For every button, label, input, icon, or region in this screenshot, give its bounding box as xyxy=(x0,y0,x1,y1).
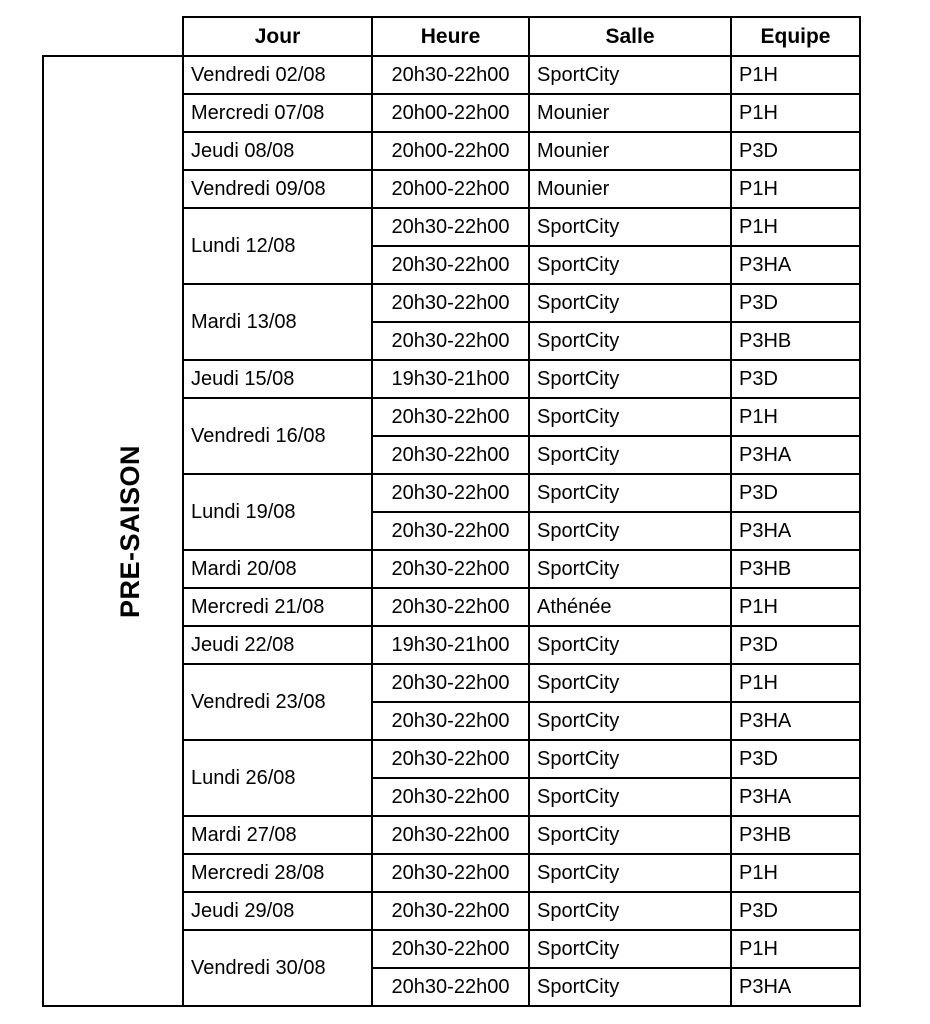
team-cell: P1H xyxy=(731,588,860,626)
venue-cell: SportCity xyxy=(529,360,731,398)
venue-cell: SportCity xyxy=(529,854,731,892)
venue-cell: Mounier xyxy=(529,132,731,170)
time-cell: 20h30-22h00 xyxy=(372,512,529,550)
team-cell: P3HA xyxy=(731,778,860,816)
day-cell: Vendredi 09/08 xyxy=(183,170,372,208)
day-cell: Jeudi 22/08 xyxy=(183,626,372,664)
team-cell: P3D xyxy=(731,360,860,398)
header-jour: Jour xyxy=(183,17,372,56)
time-cell: 20h30-22h00 xyxy=(372,702,529,740)
team-cell: P1H xyxy=(731,94,860,132)
day-cell: Mercredi 21/08 xyxy=(183,588,372,626)
time-cell: 20h30-22h00 xyxy=(372,740,529,778)
venue-cell: SportCity xyxy=(529,436,731,474)
day-cell: Mardi 27/08 xyxy=(183,816,372,854)
time-cell: 20h30-22h00 xyxy=(372,778,529,816)
schedule-body xyxy=(43,56,860,1006)
time-cell: 20h30-22h00 xyxy=(372,968,529,1006)
day-cell: Vendredi 23/08 xyxy=(183,664,372,740)
venue-cell: SportCity xyxy=(529,892,731,930)
venue-cell: SportCity xyxy=(529,398,731,436)
time-cell: 20h30-22h00 xyxy=(372,284,529,322)
day-cell: Vendredi 30/08 xyxy=(183,930,372,1006)
day-cell: Jeudi 08/08 xyxy=(183,132,372,170)
day-cell: Mercredi 28/08 xyxy=(183,854,372,892)
day-cell: Mardi 20/08 xyxy=(183,550,372,588)
venue-cell: SportCity xyxy=(529,968,731,1006)
day-cell: Mercredi 07/08 xyxy=(183,94,372,132)
header-corner xyxy=(43,17,183,56)
team-cell: P1H xyxy=(731,664,860,702)
team-cell: P3D xyxy=(731,892,860,930)
header-heure: Heure xyxy=(372,17,529,56)
day-cell: Jeudi 29/08 xyxy=(183,892,372,930)
venue-cell: SportCity xyxy=(529,56,731,94)
venue-cell: SportCity xyxy=(529,778,731,816)
team-cell: P3HB xyxy=(731,322,860,360)
venue-cell: Athénée xyxy=(529,588,731,626)
day-cell: Vendredi 02/08 xyxy=(183,56,372,94)
team-cell: P1H xyxy=(731,170,860,208)
day-cell: Lundi 26/08 xyxy=(183,740,372,816)
venue-cell: SportCity xyxy=(529,322,731,360)
time-cell: 19h30-21h00 xyxy=(372,626,529,664)
time-cell: 20h30-22h00 xyxy=(372,588,529,626)
time-cell: 20h00-22h00 xyxy=(372,170,529,208)
day-cell: Mardi 13/08 xyxy=(183,284,372,360)
team-cell: P1H xyxy=(731,398,860,436)
venue-cell: SportCity xyxy=(529,930,731,968)
team-cell: P3D xyxy=(731,132,860,170)
venue-cell: SportCity xyxy=(529,512,731,550)
team-cell: P3HB xyxy=(731,816,860,854)
team-cell: P1H xyxy=(731,208,860,246)
venue-cell: SportCity xyxy=(529,474,731,512)
venue-cell: Mounier xyxy=(529,94,731,132)
team-cell: P1H xyxy=(731,56,860,94)
table-row xyxy=(43,56,860,94)
time-cell: 20h00-22h00 xyxy=(372,94,529,132)
team-cell: P3HA xyxy=(731,702,860,740)
venue-cell: SportCity xyxy=(529,626,731,664)
header-salle: Salle xyxy=(529,17,731,56)
team-cell: P3HA xyxy=(731,512,860,550)
venue-cell: SportCity xyxy=(529,208,731,246)
time-cell: 20h30-22h00 xyxy=(372,816,529,854)
venue-cell: SportCity xyxy=(529,664,731,702)
day-cell: Vendredi 16/08 xyxy=(183,398,372,474)
season-label: PRE-SAISON xyxy=(115,444,146,618)
venue-cell: SportCity xyxy=(529,246,731,284)
day-cell: Jeudi 15/08 xyxy=(183,360,372,398)
time-cell: 19h30-21h00 xyxy=(372,360,529,398)
team-cell: P3D xyxy=(731,740,860,778)
time-cell: 20h30-22h00 xyxy=(372,398,529,436)
season-cell xyxy=(43,56,183,1006)
time-cell: 20h00-22h00 xyxy=(372,132,529,170)
time-cell: 20h30-22h00 xyxy=(372,930,529,968)
time-cell: 20h30-22h00 xyxy=(372,436,529,474)
team-cell: P3HA xyxy=(731,968,860,1006)
time-cell: 20h30-22h00 xyxy=(372,550,529,588)
time-cell: 20h30-22h00 xyxy=(372,474,529,512)
schedule-table xyxy=(42,16,861,1007)
time-cell: 20h30-22h00 xyxy=(372,56,529,94)
time-cell: 20h30-22h00 xyxy=(372,854,529,892)
team-cell: P1H xyxy=(731,854,860,892)
venue-cell: Mounier xyxy=(529,170,731,208)
time-cell: 20h30-22h00 xyxy=(372,322,529,360)
venue-cell: SportCity xyxy=(529,816,731,854)
header-row xyxy=(43,17,860,56)
day-cell: Lundi 19/08 xyxy=(183,474,372,550)
venue-cell: SportCity xyxy=(529,740,731,778)
venue-cell: SportCity xyxy=(529,550,731,588)
team-cell: P1H xyxy=(731,930,860,968)
team-cell: P3D xyxy=(731,284,860,322)
team-cell: P3D xyxy=(731,474,860,512)
time-cell: 20h30-22h00 xyxy=(372,892,529,930)
venue-cell: SportCity xyxy=(529,284,731,322)
team-cell: P3D xyxy=(731,626,860,664)
header-equipe: Equipe xyxy=(731,17,860,56)
team-cell: P3HA xyxy=(731,246,860,284)
time-cell: 20h30-22h00 xyxy=(372,246,529,284)
time-cell: 20h30-22h00 xyxy=(372,664,529,702)
day-cell: Lundi 12/08 xyxy=(183,208,372,284)
team-cell: P3HB xyxy=(731,550,860,588)
time-cell: 20h30-22h00 xyxy=(372,208,529,246)
venue-cell: SportCity xyxy=(529,702,731,740)
team-cell: P3HA xyxy=(731,436,860,474)
